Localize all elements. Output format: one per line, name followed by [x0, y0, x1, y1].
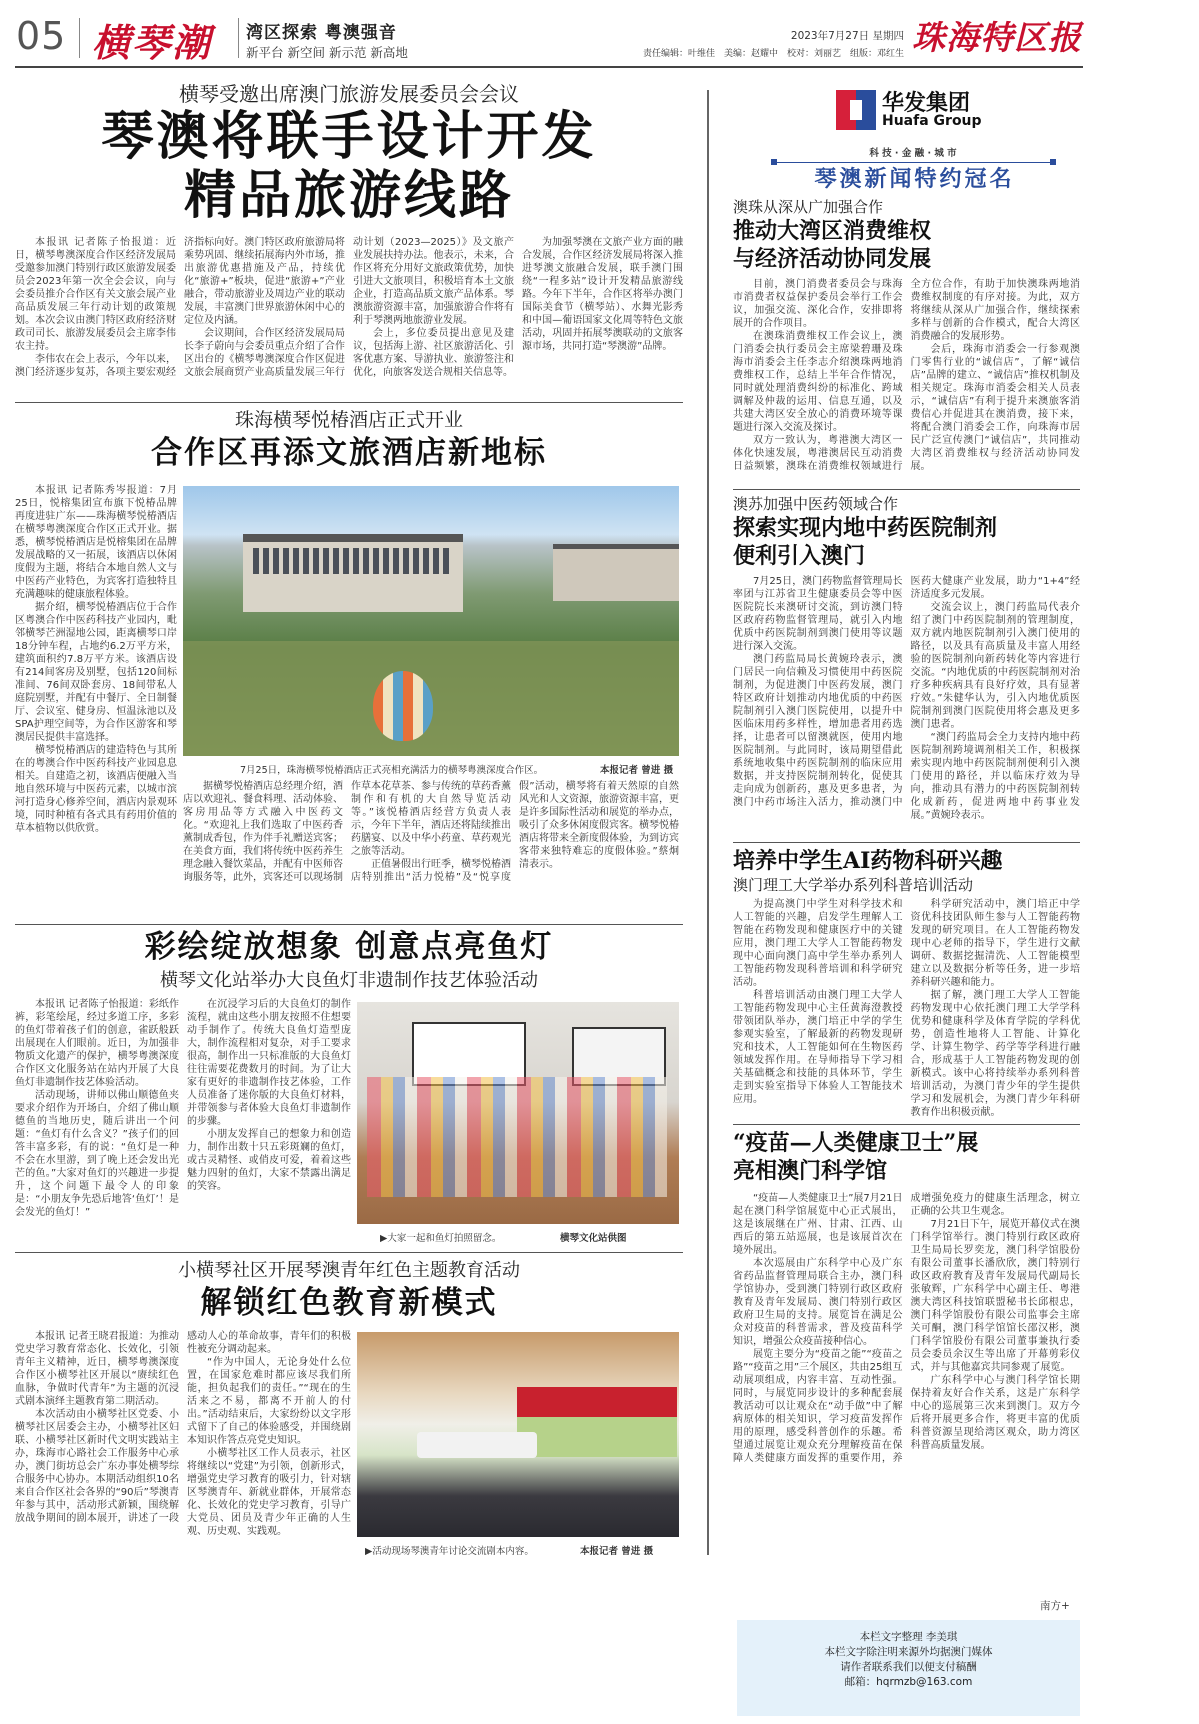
editor-credits: 责任编辑：叶维佳 美编：赵耀中 校对：刘丽艺 组版：邓红生 — [642, 49, 904, 59]
sponsor-rule-line — [773, 162, 1053, 163]
paragraph: 据介绍，横琴悦椿酒店位于合作区粤澳合作中医药科技产业园内，毗邻横琴芒洲湿地公园，距离横琴口岸18分钟车程，占地约6.2万平方米，建筑面积约7.8万平方米。该酒店设有214间客房及别墅，包括120间标准间、76间双卧套房、18间带私人庭院别墅，并配有中餐厅、全日制餐厅、会议室、健身房、恒温泳池以及SPA护理空间等，为合作区游客和琴澳居民提供丰富选择。 — [15, 602, 177, 743]
triangle-icon: ▶ — [380, 1233, 388, 1244]
paragraph: 本报讯 记者陈子怡报道：近日，横琴粤澳深度合作区经济发展局受邀参加澳门特别行政区旅游发展委员会2023年第一次全会会议，向与会委员推介合作区有关文旅会展产业高品质发展三年行动计划的政策规划。本次会议由澳门特区政府经济财政司司长、旅游发展委员会主席李伟农主持。 — [15, 237, 176, 352]
paragraph: 展览主要分为“疫苗之能”“疫苗之路”“疫苗之用”三个展区，共由25组互动展项组成，内容丰富、互动性强。同时，与展览同步设计的多种配套展教活动可以让观众在“动手做”中了解病原体的相关知识，学习疫苗发挥作用的原理，感受科普创作的乐趣。希望通过展览让观众充分理解疫苗在保障人类健康方面发挥的重要作用，养成增强免疫力的健康生活理念，树立正确的公共卫生观念。 — [733, 1193, 1080, 1464]
section-divider — [15, 402, 683, 403]
paragraph: 目前，澳门消费者委员会与珠海市消费者权益保护委员会举行工作会议，加强交流、深化合作，安排即将展开的合作项目。 — [733, 279, 903, 329]
box-line-3: 请作者联系我们以便支付稿酬 — [840, 1661, 977, 1673]
triangle-icon: ▶ — [365, 1546, 373, 1557]
article1-kicker: 横琴受邀出席澳门旅游发展委员会会议 — [179, 82, 519, 106]
r4-body — [733, 1192, 1080, 1592]
article4-body — [15, 1330, 351, 1580]
paragraph: 据横琴悦椿酒店总经理介绍，酒店以欢迎礼、餐食料理、活动体验、客房用品等方式融入中医药文化。“欢迎礼上我们选取了中医药香薰制成香包，作为伴手礼赠送宾客；在美食方面，我们将传统中医药养生理念融入餐饮菜品，并配有中医师咨询服务等，此外，宾客还可以现场制作草本花草茶、参与传统的草药香薰制作和有机的大自然导览活动等。”该悦椿酒店经营方负责人表示，今年下半年，酒店还将陆续推出药膳宴、以及中华小药童、草药观光之旅等活动。 — [183, 781, 511, 883]
article2-body-lead — [15, 484, 177, 916]
paper-logo: 珠海特区报 — [912, 18, 1082, 57]
paragraph: 双方一致认为，粤港澳大湾区一体化快速发展，粤港澳居民互动消费日益频繁，澳珠在消费维权领域进行全方位合作，有助于加快澳珠两地消费维权制度的有序对接。为此，双方将继续从深从广加强合作，继续探索多样与创新的合作模式，配合大湾区消费融合的发展形势。 — [733, 279, 1080, 472]
hotel-photo — [183, 486, 679, 756]
r4-headline-line1: “疫苗—人类健康卫士”展 — [733, 1130, 979, 1156]
article2-kicker: 珠海横琴悦椿酒店正式开业 — [234, 409, 463, 431]
r2-headline-line2: 便利引入澳门 — [733, 543, 866, 569]
paragraph: 科学研究活动中，澳门培正中学资优科技团队师生参与人工智能药物发现的研究项目。在人工智能药物发现中心老师的指导下，学生进行文献调研、数据挖掘清洗、人工智能模型建立以及数据分析等任务，进一步培养科研兴趣和能力。 — [910, 899, 1080, 988]
r3-body — [733, 898, 1080, 1120]
article3-headline: 彩绘绽放想象 创意点亮鱼灯 — [144, 929, 554, 965]
box-email: 邮箱：hqrmzb@163.com — [844, 1676, 973, 1688]
sponsor-banner: 琴澳新闻特约冠名 — [814, 166, 1015, 192]
red-education-credit: 本报记者 曾进 摄 — [580, 1546, 654, 1557]
hotel-photo-caption: 7月25日，珠海横琴悦椿酒店正式亮相充满活力的横琴粤澳深度合作区。 — [240, 765, 544, 776]
paragraph: 本报讯 记者陈子怡报道：彩纸作裤，彩笔绘尾，经过多道工序，多彩的鱼灯带着孩子们的创意，雀跃般跃出展现在人们眼前。近日，为加强非物质文化遗产的保护，横琴粤澳深度合作区文化服务站在站内开展了大良鱼灯非遗制作技艺体验活动。 — [15, 999, 179, 1088]
r4-headline-line2: 亮相澳门科学馆 — [733, 1158, 888, 1184]
issue-date: 2023年7月27日 星期四 — [790, 30, 904, 42]
divider — [79, 18, 80, 58]
paragraph: 本次巡展由广东科学中心及广东省药品监督管理局联合主办，澳门科学馆协办，受到澳门特别行政区政府教育及青年发展局、澳门特别行政区政府卫生局的支持。展览旨在满足公众对疫苗的科普需求，普及疫苗科学知识，增强公众疫苗接种信心。 — [733, 1258, 903, 1347]
article4-kicker: 小横琴社区开展琴澳青年红色主题教育活动 — [178, 1260, 520, 1281]
paragraph: 小朋友发挥自己的想象力和创造力，制作出数十只五彩斑斓的鱼灯，或古灵精怪、或俏皮可爱，着着这些魅力四射的鱼灯，大家不禁露出满足的笑容。 — [187, 1129, 351, 1192]
paragraph: 李伟农在会上表示，今年以来，澳门经济逐步复苏，各项主要宏观经济指标向好。澳门特区政府旅游局将乘势巩固、继续拓展海内外市场，推出旅游优惠措施及产品，持续优化“旅游+”板块，促进“旅游+”产业融合，带动旅游业及周边产业的联动发展，丰富澳门世界旅游休闲中心的定位及内涵。 — [15, 237, 345, 378]
r1-headline-line1: 推动大湾区消费维权 — [733, 218, 932, 244]
paragraph: 在沉浸学习后的大良鱼灯的制作流程，就由这些小朋友按照不住想要动手制作了。传统大良鱼灯造型庞大，制作流程相对复杂，对手工要求很高，制作出一只标准版的大良鱼灯往往需要花费数月的时间。为了让大家有更好的非遗制作技艺体验，工作人员准备了迷你版的大良鱼灯材料，并带领参与者体验大良鱼灯非遗制作的步骤。 — [187, 999, 351, 1127]
article3-body — [15, 998, 351, 1246]
section-divider — [733, 1124, 1080, 1125]
article2-headline: 合作区再添文旅酒店新地标 — [151, 435, 547, 471]
article1-headline-line2: 精品旅游线路 — [183, 165, 514, 226]
rule-end-square — [1050, 159, 1056, 165]
sponsor-name-en: Huafa Group — [882, 113, 982, 129]
r2-kicker: 澳苏加强中医药领域合作 — [733, 495, 899, 513]
sponsor-logo — [836, 88, 986, 140]
hotel-photo-credit: 本报记者 曾进 摄 — [600, 765, 674, 776]
paragraph: 科普培训活动由澳门理工大学人工智能药物发现中心主任黄海澄教授带领团队举办，澳门培正中学的学生参观实验室，了解最新的药物发现研究和技术，人工智能如何在生物医药领域发挥作用。在导师指导下学习相关基础概念和技能的具体环节，学生走到实验室指导下体验人工智能技术应用。 — [733, 990, 903, 1105]
page-number: 05 — [16, 14, 67, 58]
paragraph: 本报讯 记者王晓君报道：为推动党史学习教育常态化、长效化，引领青年主义精神，近日，横琴粤澳深度合作区小横琴社区开展以“赓续红色血脉，争做时代青年”为主题的沉浸式剧本演绎主题教育第二期活动。 — [15, 1331, 179, 1407]
red-education-caption — [365, 1543, 534, 1557]
r4-source: 南方+ — [1040, 1600, 1070, 1612]
caption-text: 活动现场琴澳青年讨论交流剧本内容。 — [372, 1546, 534, 1557]
paragraph: 广东科学中心与澳门科学馆长期保持着友好合作关系，这是广东科学中心的巡展第三次来到澳门。双方今后将开展更多合作，将更丰富的优质科普资源呈现给湾区观众，助力湾区科普高质量发展。 — [910, 1375, 1080, 1451]
section-logo: 横琴潮 — [92, 20, 213, 65]
paragraph: 本报讯 记者陈秀岑报道：7月25日，悦榕集团宣布旗下悦椿品牌再度进驻广东——珠海横琴悦椿酒店在横琴粤澳深度合作区正式开业。据悉，横琴悦椿酒店是悦榕集团在品牌发展战略的又一拓展，该酒店以休闲度假为主题，将结合本地自然人文与中医药产业特色，为宾客打造独特且充满趣味的健康旅程体验。 — [15, 485, 177, 600]
sponsor-name-cn: 华发集团 — [882, 91, 971, 116]
box-line-1: 本栏文字整理 李美琪 — [859, 1631, 958, 1643]
paragraph: “作为中国人，无论身处什么位置，在国家危难时都应该尽我们所能，担负起我们的责任。”“现在的生活来之不易，都离不开前人的付出。”活动结束后，大家纷纷以文字形式留下了自己的体验感受，并围绕剧本知识作答点亮党史知识。 — [187, 1357, 351, 1446]
red-education-photo — [357, 1332, 679, 1537]
paragraph: 本次活动由小横琴社区党委、小横琴社区居委会主办，小横琴社区妇联、小横琴社区新时代文明实践站主办，珠海市心路社会工作服务中心承办，澳门街坊总会广东办事处横琴综合服务中心协办。本期活动组织10名来自合作区社会各界的“90后”琴澳青年参与其中，活动形式新颖，围绕解放战争期间的剧本展开，讲述了一段感动人心的革命故事，青年们的积极性被充分调动起来。 — [15, 1331, 351, 1524]
r2-body — [733, 575, 1080, 837]
article3-subheadline: 横琴文化站举办大良鱼灯非遗制作技艺体验活动 — [160, 970, 538, 991]
paragraph: 活动现场，讲师以佛山顺德鱼夹要求介绍作为开场白，介绍了佛山顺德鱼的当地历史，随后讲出一个问题：“鱼灯有什么含义？”孩子们的回答丰富多彩，有的说：“鱼灯是一种不会在水里游，到了晚上还会发出光芒的鱼。”大家对鱼灯的兴趣进一步提升，这个问题下最令人的印象是：“小朋友争先恐后地答‘鱼灯’！是会发光的鱼灯！” — [15, 1090, 179, 1218]
column-divider — [707, 90, 709, 1555]
paragraph: 为加强琴澳在文旅产业方面的融合发展，合作区经济发展局将深入推进琴澳文旅融合发展，联手澳门围绕“一程多站”设计开发精品旅游线路。今年下半年，合作区将举办澳门国际美食节（横琴站）、水舞光影秀和中国—葡语国家文化周等特色文旅活动，巩固并拓展琴澳联动的文旅客源市场，共同打造“琴澳游”品牌。 — [522, 237, 683, 352]
article4-headline: 解锁红色教育新模式 — [200, 1285, 498, 1321]
paragraph: 横琴悦椿酒店的建造特色与其所在的粤澳合作中医药科技产业园息息相关。自建造之初，该酒店便融入当地自然环境与中医药元素，以城市滨河打造身心修养空间，酒店内景观环境，同时种植有各式具有药用价值的草本植物以供欣赏。 — [15, 745, 177, 834]
masthead — [0, 0, 1199, 66]
article2-body-rest — [183, 780, 679, 916]
paragraph: 会议期间，合作区经济发展局局长李子蔚向与会委员重点介绍了合作区出台的《横琴粤澳深度合作区促进文旅会展商贸产业高质量发展三年行动计划（2023—2025）》及文旅产业发展扶持办法。他表示，未来，合作区将充分用好文旅政策优势，加快引进大文旅项目，积极培育本土文旅企业，打造高品质文旅产品体系。琴澳旅游资源丰富，加强旅游合作将有利于琴澳两地旅游业发展。 — [184, 237, 514, 378]
fish-lantern-credit: 横琴文化站供图 — [560, 1233, 627, 1244]
section-divider — [733, 489, 1080, 490]
r1-kicker: 澳珠从深从广加强合作 — [733, 198, 884, 216]
paragraph: 7月21日下午，展览开幕仪式在澳门科学馆举行。澳门特别行政区政府卫生局局长罗奕龙，澳门科学馆股份有限公司董事长潘欣欣，澳门特别行政区政府教育及青年发展局代副局长张敏辉，广东科学中心副主任、粤港澳大湾区科技馆联盟秘书长邱根忠，澳门科学馆股份有限公司监事会主席关可酮，澳门科学馆馆长邵汉彬，澳门科学馆股份有限公司董事兼执行委员会委员余汉生等出席了开幕剪彩仪式，并与其他嘉宾共同参观了展览。 — [910, 1219, 1080, 1373]
article1-headline-line1: 琴澳将联手设计开发 — [101, 106, 597, 167]
fish-lantern-caption — [380, 1230, 501, 1244]
divider — [238, 18, 239, 58]
article1-body — [15, 236, 683, 396]
r1-headline-line2: 与经济活动协同发展 — [733, 246, 932, 272]
paragraph: 在澳珠消费维权工作会议上，澳门消委会执行委员会主席梁碧珊及珠海市消委会主任李志介绍澳珠两地消费维权工作，总结上半年合作情况，同时就处理消费纠纷的标准化、跨域调解及仲裁的运用、信息互通，以及共建大湾区安全放心的消费环境等课题进行深入交流及探讨。 — [733, 331, 903, 433]
r1-body — [733, 278, 1080, 486]
paragraph: 会后，珠海市消委会一行参观澳门零售行业的“诚信店”，了解“诚信店”品牌的建立、“诚信店”推权机制及相关规定。珠海市消委会相关人员表示，“诚信店”有利于提升来澳旅客消费信心并促进其在澳消费，接下来，将配合澳门消委会工作，向珠海市居民广泛宣传澳门“诚信店”，共同推动大湾区消费维权与经济活动协同发展。 — [910, 344, 1080, 472]
paragraph: 会上，多位委员提出意见及建议，包括海上游、社区旅游活化、引客优惠方案、导游执业、旅游签注和优化，向旅客发送合规相关信息等。 — [353, 328, 514, 378]
sponsor-tagline: 科 技 · 金 融 · 城 市 — [869, 148, 957, 159]
section-divider — [733, 842, 1080, 843]
paragraph: “疫苗—人类健康卫士”展7月21日起在澳门科学馆展览中心正式展出，这是该展继在广州、甘肃、江西、山西后的第五站巡展，也是该展首次在境外展出。 — [733, 1193, 903, 1256]
paragraph: 据了解，澳门理工大学人工智能药物发现中心依托澳门理工大学学科优势和健康科学及体育学院的学科优势，创造性地将人工智能、计算化学、计算生物学、药学等学科进行融合，形成基于人工智能药物发现的创新模式。该中心将持续举办系列科普培训活动，为澳门青少年的学生提供学习和发展机会，为澳门青少年科研教育作出积极贡献。 — [910, 990, 1080, 1118]
section-divider — [15, 1252, 683, 1253]
paragraph: 为提高澳门中学生对科学技术和人工智能的兴趣，启发学生理解人工智能在药物发现和健康医疗中的关键应用，澳门理工大学人工智能药物发现中心面向澳门高中学生举办系列人工智能药物发现科普培训和科学研究活动。 — [733, 899, 903, 988]
r3-headline: 培养中学生AI药物科研兴趣 — [733, 848, 1003, 874]
column-info-box — [737, 1620, 1080, 1716]
fish-lantern-photo — [357, 1002, 679, 1224]
section-slogan: 湾区探索 粤澳强音 — [246, 23, 397, 43]
huafa-emblem-icon — [836, 90, 876, 130]
rule-end-square — [771, 159, 777, 165]
paragraph: “澳门药监局会全力支持内地中药医院制剂跨境调剂相关工作，积极探索实现内地中药医院制剂便利引入澳门使用的路径，并以临床疗效为导向，推动具有潜力的中药医院制剂转化成新药，促进两地中药事业发展。”黄婉玲表示。 — [910, 732, 1080, 821]
section-divider — [15, 924, 683, 925]
paragraph: 7月25日，澳门药物监督管理局长率团与江苏省卫生健康委员会等中医医院院长来澳研讨交流，到访澳门特区政府药物监督管理局，就引入内地优质中药医院制剂到澳门使用等议题进行深入交流。 — [733, 576, 903, 652]
caption-text: 大家一起和鱼灯拍照留念。 — [387, 1233, 502, 1244]
section-subslogan: 新平台 新空间 新示范 新高地 — [246, 45, 408, 60]
r2-headline-line1: 探索实现内地中药医院制剂 — [733, 515, 998, 541]
paragraph: 正值暑假出行旺季，横琴悦椿酒店特别推出“活力悦椿”及“悦享度假”活动，横琴将有着天然原的自然风光和人文资源，旅游资源丰富，更是许多国际性活动和展览的举办点，吸引了众多休闲度假宾客。横琴悦椿酒店将带来全新度假体验，为到访宾客带来独特难忘的度假体验。”蔡炯清表示。 — [351, 781, 679, 883]
box-line-2: 本栏文字除注明来源外均据澳门媒体 — [824, 1646, 993, 1658]
paragraph: 小横琴社区工作人员表示，社区将继续以“党建”为引领，创新形式，增强党史学习教育的吸引力，针对辖区琴澳青年、新就业群体，开展常态化、长效化的党史学习教育，引导广大党员、团员及青少年正确的人生观、历史观、实践观。 — [187, 1448, 351, 1537]
masthead-rule — [15, 66, 1083, 68]
paragraph: 交流会议上，澳门药监局代表介绍了澳门中药医院制剂的管理制度，双方就内地医院制剂引入澳门使用的路径，以及具有高质量及丰富人用经验的医院制剂向新药转化等内容进行交流。“内地优质的中药医院制剂对治疗多种疾病具有良好疗效，具有显著疗效。”朱健华认为，引入内地优质医院制剂到澳门医院使用将会惠及更多澳门患者。 — [910, 602, 1080, 730]
paragraph: 澳门药监局局长黄婉玲表示，澳门居民一向信赖及习惯使用中药医院制剂，为促进澳门中医药发展，澳门特区政府计划推动内地优质的中药医院制剂引入澳门医院使用，以提升中医临床用药多样性，增加患者用药选择，让患者可以留澳就医，使用内地医院制剂。与此同时，该局期望借此系统地收集中药医院制剂的临床应用数据，并支持医院制剂转化，促使其走向成为创新药，惠及更多患者，为澳门中药市场注入活力，推动澳门中医药大健康产业发展，助力“1+4”经济适度多元发展。 — [733, 576, 1080, 808]
r3-subheadline: 澳门理工大学举办系列科普培训活动 — [733, 876, 974, 894]
